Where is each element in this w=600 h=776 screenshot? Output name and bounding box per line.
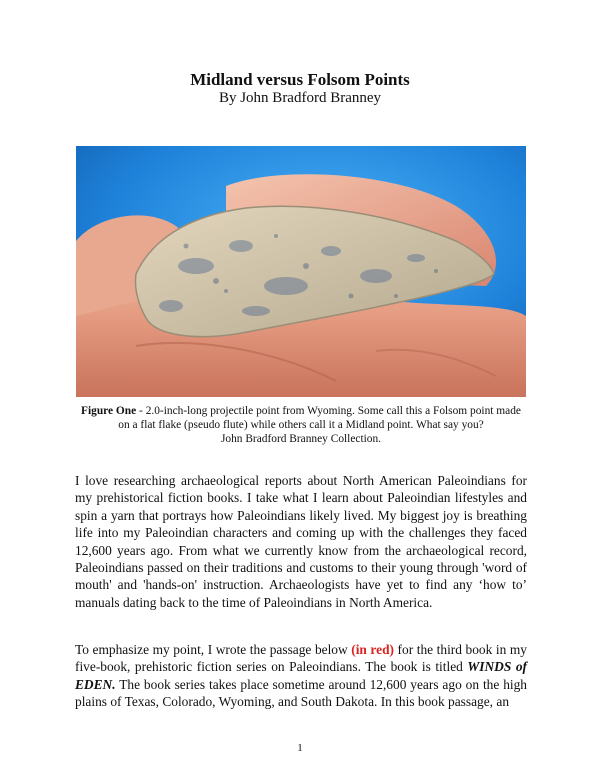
document-title: Midland versus Folsom Points bbox=[190, 70, 410, 89]
figure-caption-text: - 2.0-inch-long projectile point from Wyoming. Some call this a Folsom point made on a flat flake (pseudo flute) while others call it a Midland point. What say you? bbox=[118, 405, 521, 431]
figure-label: Figure One bbox=[81, 405, 137, 417]
paragraph-2-text-c: The book series takes place sometime around 12,600 years ago on the high plains of Texas, Colorado, Wyoming, and South Dakota. In this book passage, an bbox=[75, 676, 527, 710]
projectile-point-image bbox=[76, 146, 526, 397]
author-byline: By John Bradford Branney bbox=[218, 90, 382, 106]
figure-credit: John Bradford Branney Collection. bbox=[220, 433, 382, 445]
paragraph-2-text-b: for the third book in my five-book, prehistoric fiction series on Paleoindians. The book is titled bbox=[75, 642, 527, 675]
book-title: WINDS of EDEN. bbox=[75, 659, 527, 692]
in-red-note: (in red) bbox=[351, 642, 394, 657]
figure-caption bbox=[76, 404, 526, 446]
body-paragraph-1: I love researching archaeological reports about North American Paleoindians for my prehistorical fiction books. I take what I learn about Paleoindian lifestyles and spin a yarn that portrays how Paleoindians likely lived. My biggest joy is breathing life into my Paleoindian characters and coming up with the challenges they faced 12,600 years ago. From what we currently know from the archaeological record, Paleoindians passed on their traditions and customs to their young through 'word of mouth' and 'hands-on' instruction. Archaeologists have yet to find any ‘how to’ manuals dating back to the time of Paleoindians in North America. bbox=[75, 473, 527, 610]
figure-photo bbox=[76, 146, 526, 397]
paragraph-2-text-a: To emphasize my point, I wrote the passage below bbox=[75, 642, 352, 657]
page-number: 1 bbox=[297, 742, 303, 754]
body-paragraph-2 bbox=[75, 641, 527, 711]
